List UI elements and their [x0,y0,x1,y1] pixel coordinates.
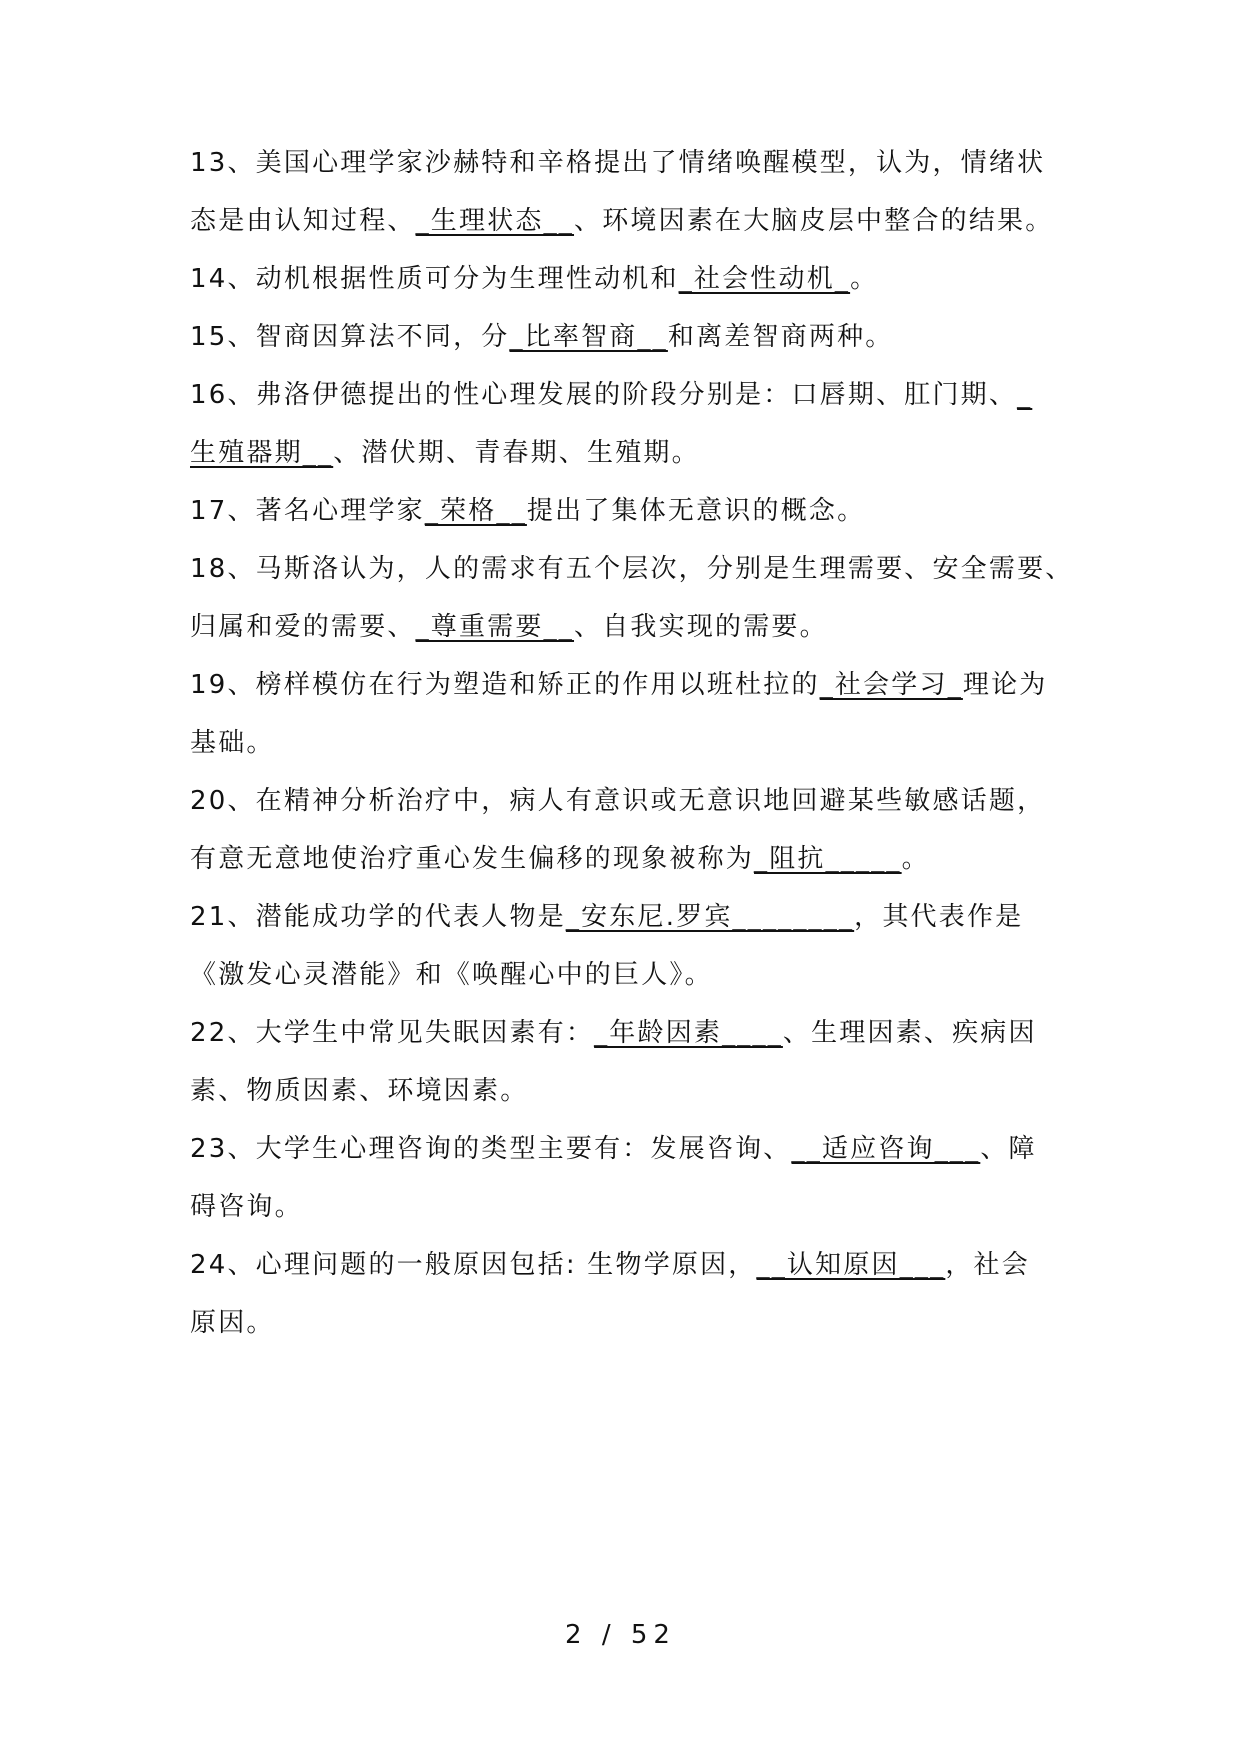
text-line: 24、心理问题的一般原因包括: 生物学原因，__认知原因___，社会 [190,1250,1030,1280]
text-line: 16、弗洛伊德提出的性心理发展的阶段分别是：口唇期、肛门期、_ [190,380,1033,410]
text-line: 有意无意地使治疗重心发生偏移的现象被称为_阻抗_____。 [190,844,930,874]
text-line: 原因。 [190,1308,275,1338]
answer-blank: _安东尼.罗宾________ [565,902,855,932]
text-line: 20、在精神分析治疗中，病人有意识或无意识地回避某些敏感话题， [190,786,1046,816]
text-line: 13、美国心理学家沙赫特和辛格提出了情绪唤醒模型，认为，情绪状 [190,148,1046,178]
answer-blank: _年龄因素____ [594,1018,783,1048]
answer-blank: _阻抗_____ [754,844,902,874]
answer-blank: _荣格__ [424,496,527,526]
page-number: 2 / 52 [565,1620,676,1650]
answer-blank: __适应咨询___ [791,1134,981,1164]
answer-blank: _社会性动机_ [678,264,851,294]
text-line: 生殖器期__、潜伏期、青春期、生殖期。 [190,438,700,468]
answer-blank: _尊重需要__ [415,612,575,642]
answer-blank: _ [1017,380,1033,410]
text-line: 态是由认知过程、_生理状态__、环境因素在大脑皮层中整合的结果。 [190,206,1054,236]
answer-blank: _比率智商__ [509,322,668,352]
text-line: 17、著名心理学家_荣格__提出了集体无意识的概念。 [190,496,866,526]
text-line: 基础。 [190,728,275,758]
text-line: 21、潜能成功学的代表人物是_安东尼.罗宾________，其代表作是 [190,902,1024,932]
text-line: 素、物质因素、环境因素。 [190,1076,529,1106]
text-line: 碍咨询。 [190,1192,303,1222]
text-line: 15、智商因算法不同，分_比率智商__和离差智商两种。 [190,322,894,352]
text-line: 22、大学生中常见失眠因素有：_年龄因素____、生理因素、疾病因 [190,1018,1037,1048]
text-line: 《激发心灵潜能》和《唤醒心中的巨人》。 [190,960,713,990]
text-line: 归属和爱的需要、_尊重需要__、自我实现的需要。 [190,612,828,642]
answer-blank: 生殖器期__ [190,438,334,468]
text-line: 18、马斯洛认为，人的需求有五个层次，分别是生理需要、安全需要、 [190,554,1074,584]
answer-blank: _生理状态__ [415,206,575,236]
answer-blank: __认知原因___ [756,1250,946,1280]
text-line: 23、大学生心理咨询的类型主要有：发展咨询、__适应咨询___、障 [190,1134,1037,1164]
text-line: 14、动机根据性质可分为生理性动机和_社会性动机_。 [190,264,879,294]
text-line: 19、榜样模仿在行为塑造和矫正的作用以班杜拉的_社会学习_理论为 [190,670,1048,700]
answer-blank: _社会学习_ [819,670,963,700]
